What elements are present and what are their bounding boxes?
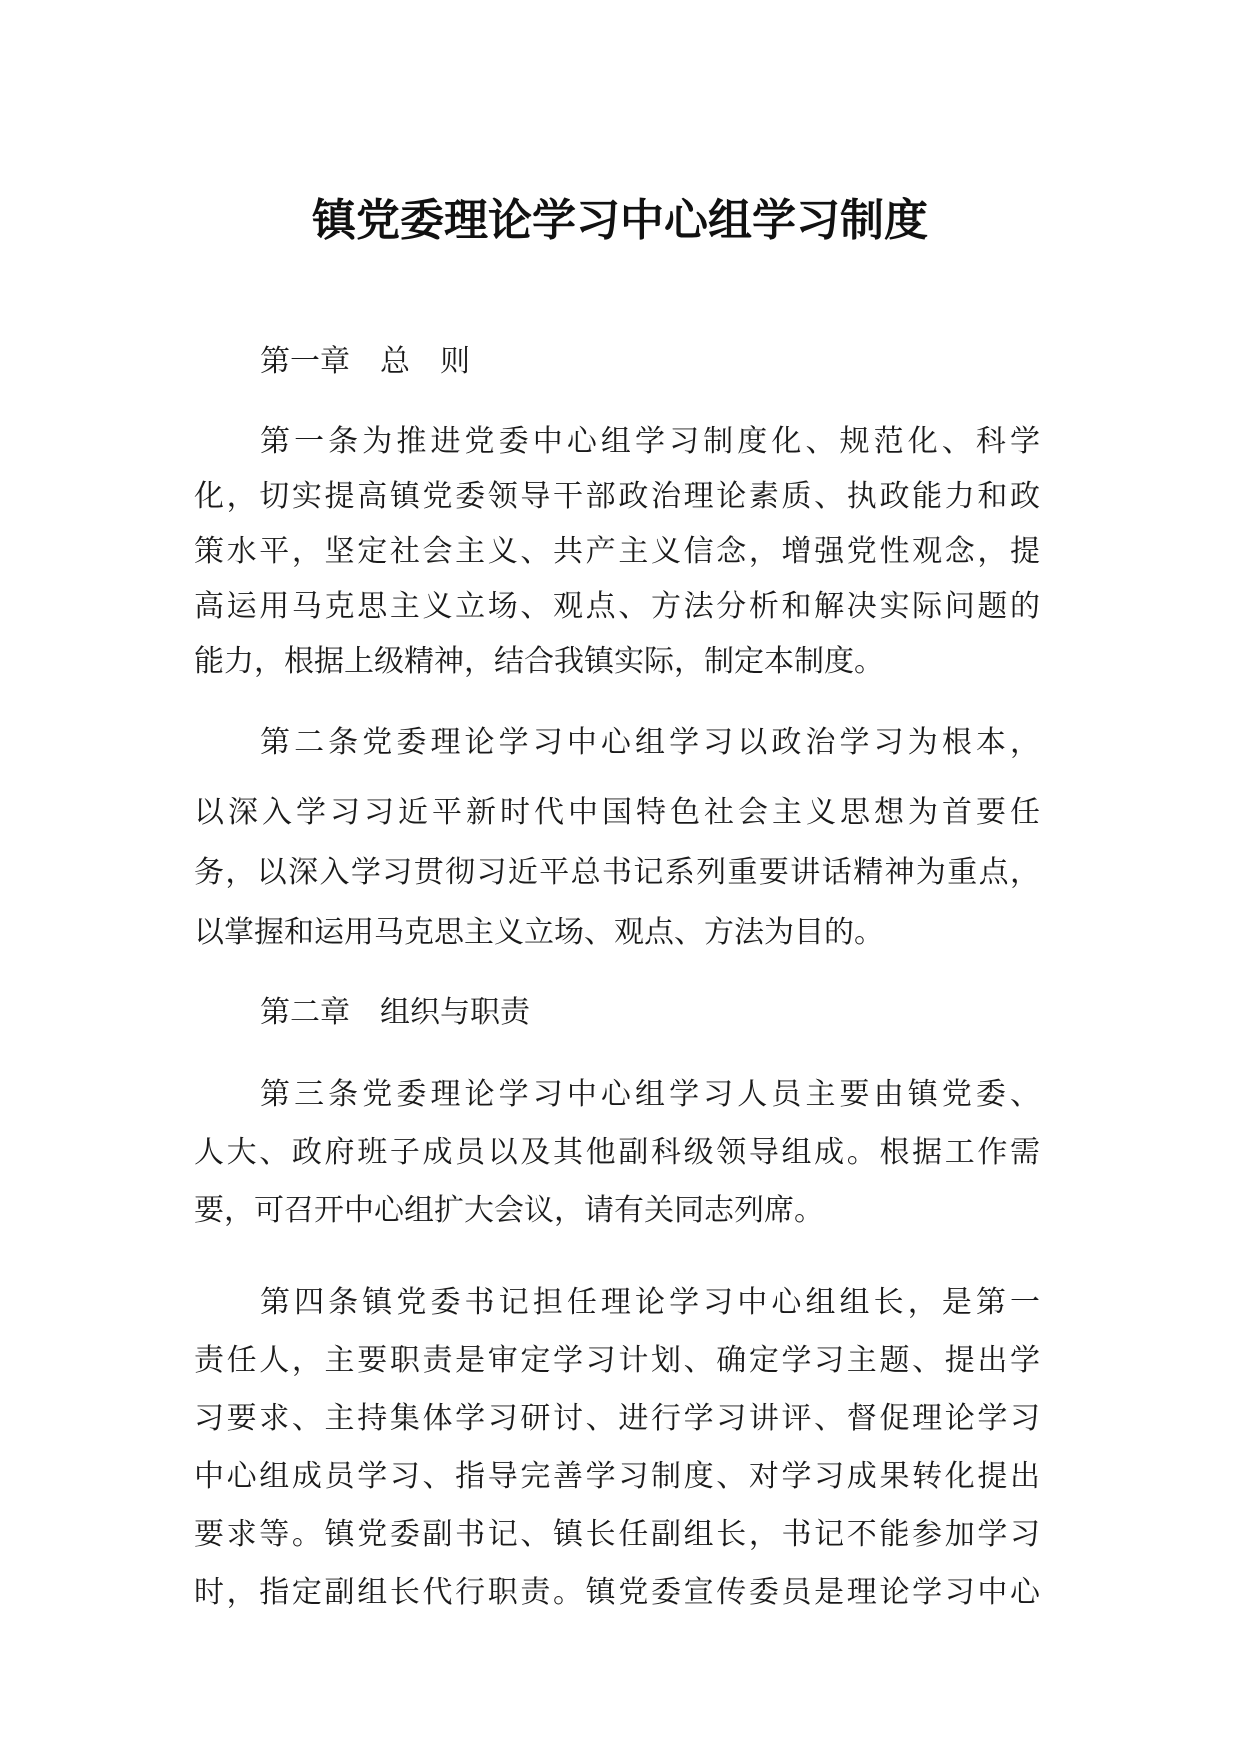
article-1-line: 化，切实提高镇党委领导干部政治理论素质、执政能力和政	[194, 479, 1040, 514]
article-3-line: 人大、政府班子成员以及其他副科级领导组成。根据工作需	[194, 1135, 1040, 1170]
chapter-1-heading: 第一章 总 则	[260, 344, 470, 379]
article-1-line: 高运用马克思主义立场、观点、方法分析和解决实际问题的	[194, 589, 1040, 624]
article-2-line: 以深入学习习近平新时代中国特色社会主义思想为首要任	[194, 795, 1040, 830]
article-2-line: 第二条党委理论学习中心组学习以政治学习为根本，	[260, 725, 1040, 760]
article-3-line: 第三条党委理论学习中心组学习人员主要由镇党委、	[260, 1077, 1040, 1112]
article-4-line: 要求等。镇党委副书记、镇长任副组长，书记不能参加学习	[194, 1517, 1040, 1552]
chapter-2-heading: 第二章 组织与职责	[260, 995, 530, 1030]
article-4-line: 中心组成员学习、指导完善学习制度、对学习成果转化提出	[194, 1459, 1040, 1494]
article-4-line: 第四条镇党委书记担任理论学习中心组组长，是第一	[260, 1285, 1040, 1320]
article-1-line: 能力，根据上级精神，结合我镇实际，制定本制度。	[194, 644, 884, 679]
article-2-line: 务，以深入学习贯彻习近平总书记系列重要讲话精神为重点，	[194, 855, 1040, 890]
article-2-line: 以掌握和运用马克思主义立场、观点、方法为目的。	[194, 915, 884, 950]
article-4-line: 责任人，主要职责是审定学习计划、确定学习主题、提出学	[194, 1343, 1040, 1378]
article-1-line: 第一条为推进党委中心组学习制度化、规范化、科学	[260, 424, 1040, 459]
article-3-line: 要，可召开中心组扩大会议，请有关同志列席。	[194, 1193, 824, 1228]
article-4-line: 习要求、主持集体学习研讨、进行学习讲评、督促理论学习	[194, 1401, 1040, 1436]
article-4-line: 时，指定副组长代行职责。镇党委宣传委员是理论学习中心	[194, 1575, 1040, 1610]
document-title: 镇党委理论学习中心组学习制度	[312, 195, 928, 246]
article-1-line: 策水平，坚定社会主义、共产主义信念，增强党性观念，提	[194, 534, 1040, 569]
